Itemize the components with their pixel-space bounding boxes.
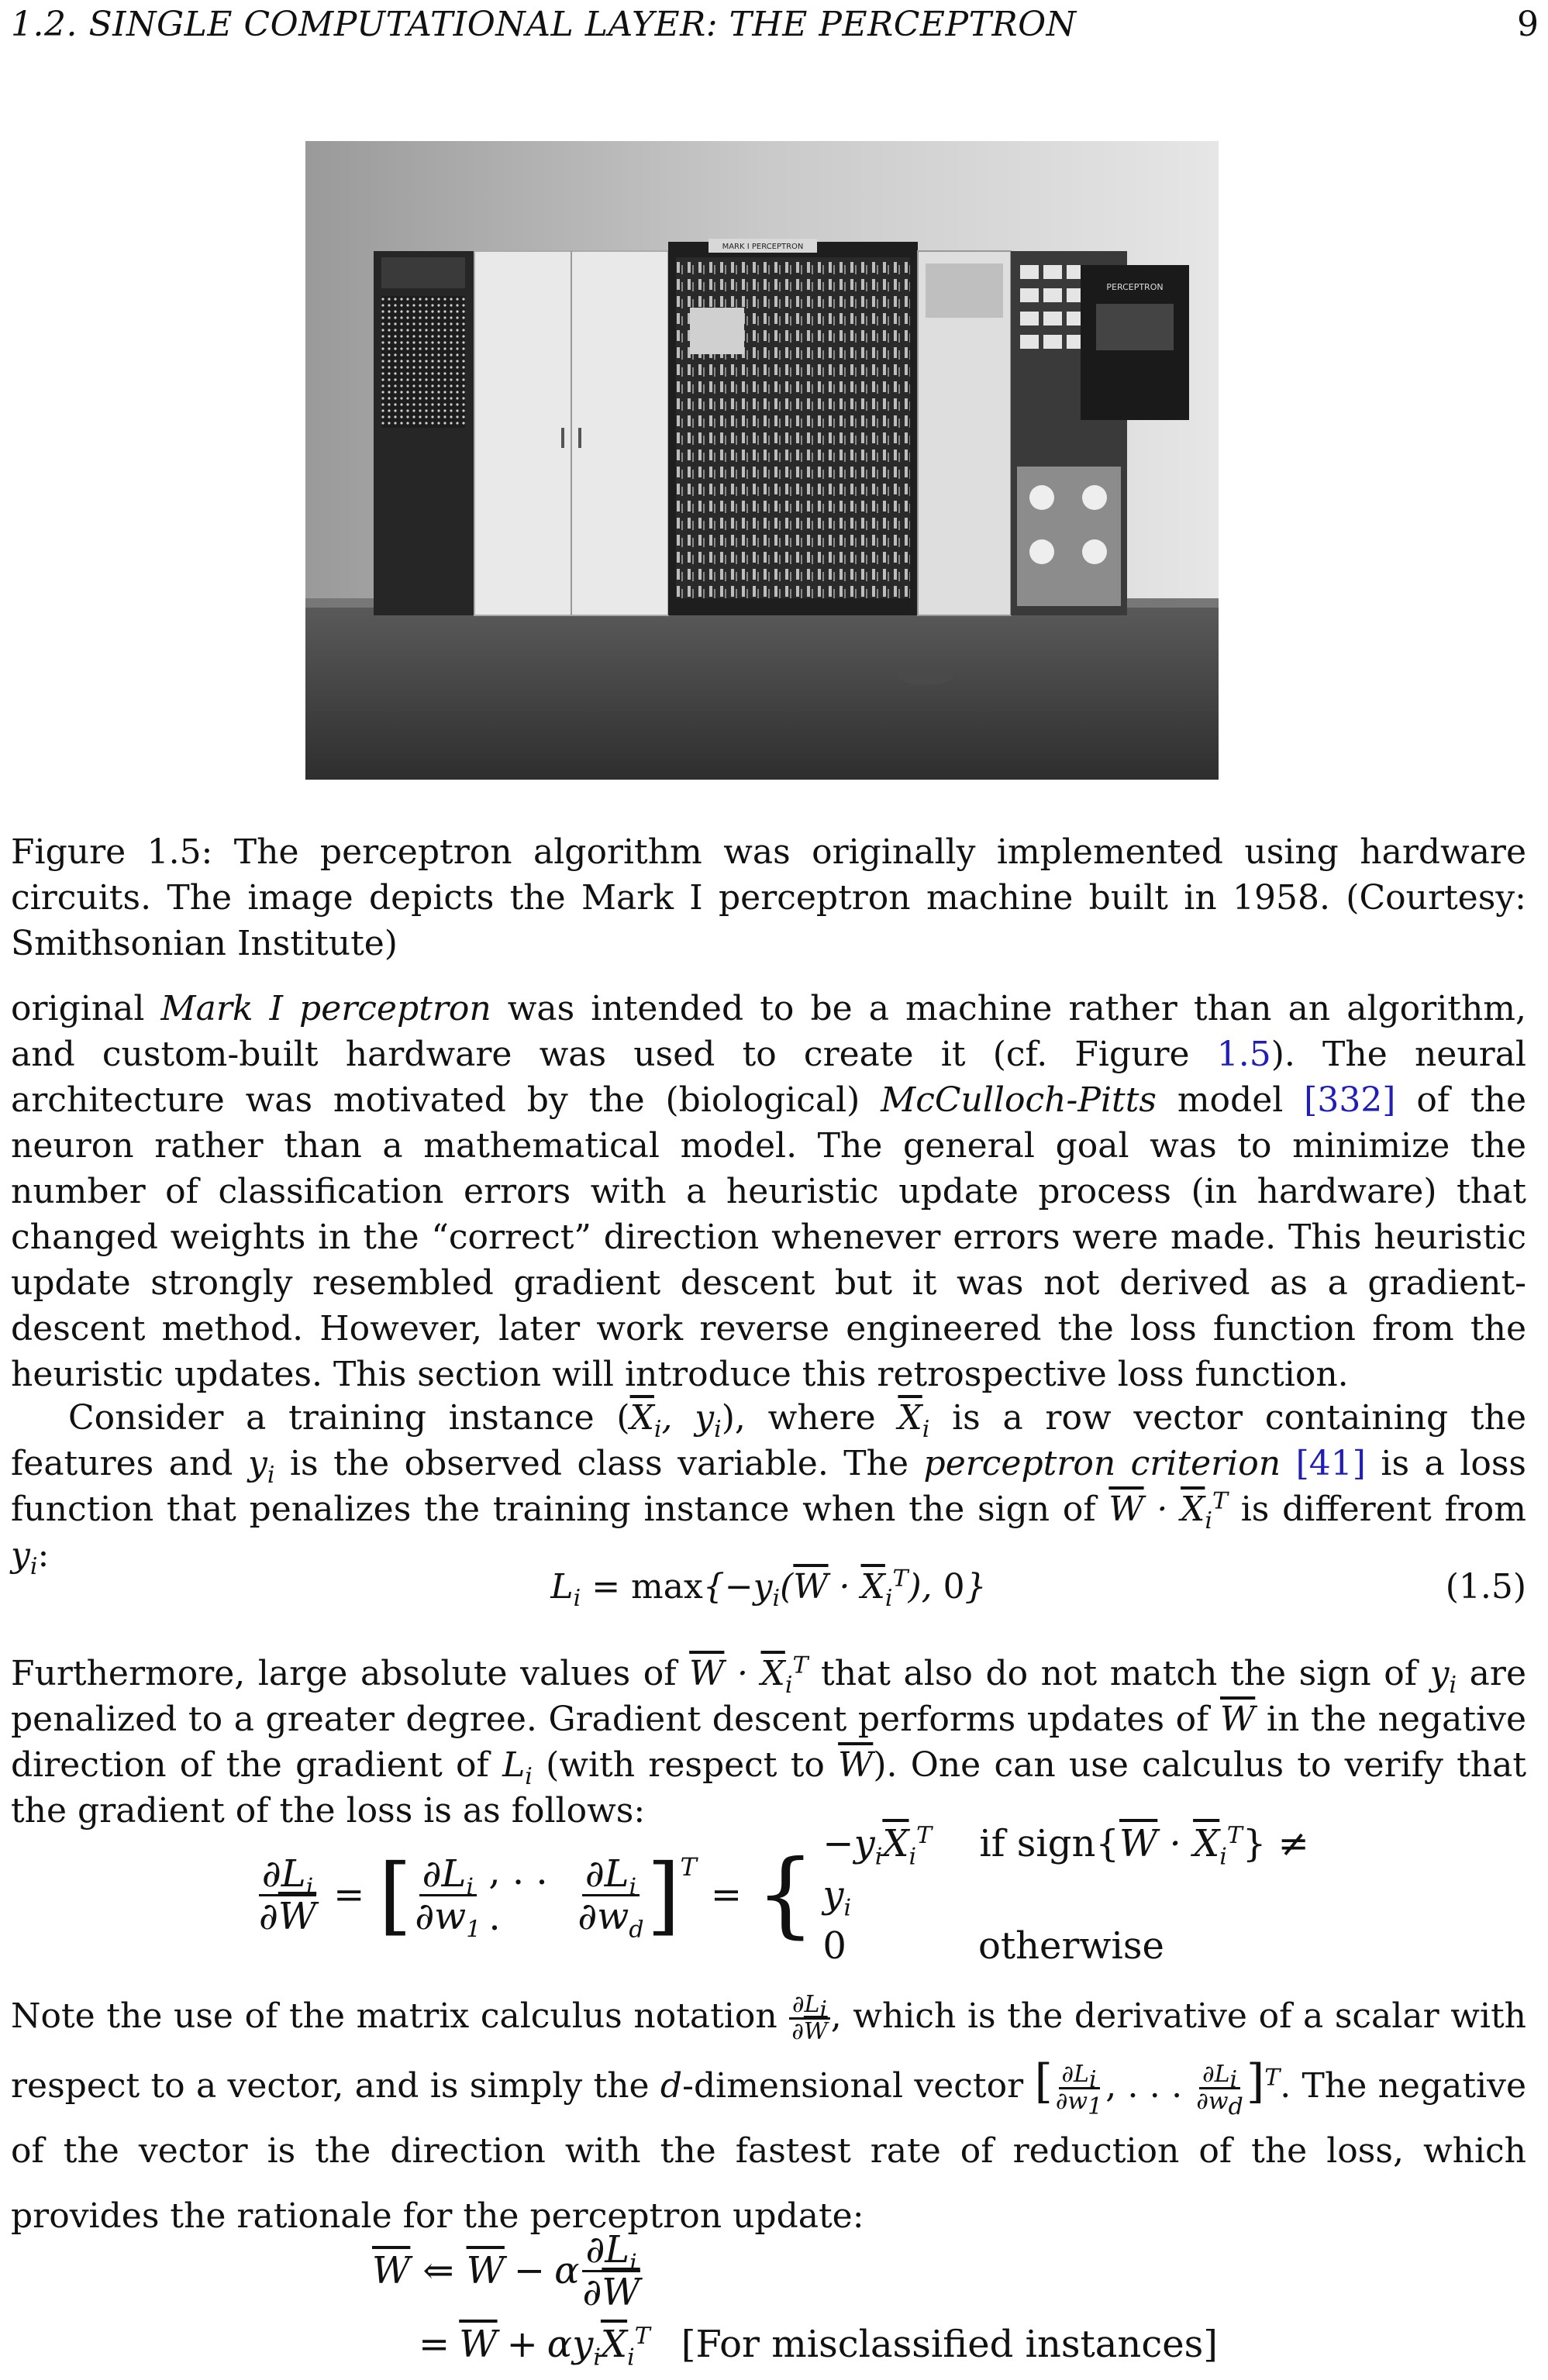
citation-332-link[interactable]: [332]: [1304, 1080, 1396, 1120]
paragraph-2: Consider a training instance ($\overline{X}_i$, $y_i$), where $\overline{X}_i$ is a row vector containing the features and $y_i$ is the observed class variable. The perceptron criterion [41] is a loss function that penalizes the training instance when the sign of $\overline{W} \cdot \overline{X}_i^T$ is different from $y_i$:: [11, 1398, 1526, 1580]
mark-i-label: MARK I PERCEPTRON: [722, 243, 804, 251]
figure-caption: Figure 1.5: The perceptron algorithm was originally implemented using hardware circuits. The image depicts the Mark I perceptron machine built in 1958. (Courtesy: Smithsonian Institute): [11, 832, 1526, 963]
citation-41-link[interactable]: [41]: [1295, 1444, 1366, 1483]
wall-sign-label: PERCEPTRON: [1106, 282, 1164, 292]
update-rule: $\overline{W}$ ⇐ $\overline{W}$ − α $\frac{\partial L_i}{\partial\overline{W}}$ = $\overline{W}$ + $\alpha y_i\overline{X}_i^T$ [For misclassified instances]: [372, 2227, 1218, 2371]
equation-number: (1.5): [1445, 1567, 1526, 1607]
figure-photo: [305, 141, 1219, 780]
misclassified-note: [For misclassified instances]: [681, 2322, 1218, 2366]
paragraph-1: original Mark I perceptron was intended to be a machine rather than an algorithm, and custom-built hardware was used to create it (cf. Figure 1.5). The neural architecture was motivated by the (biological) McCulloch-Pitts model [332] of the neuron rather than a mathematical model. The general goal was to minimize the number of classification errors with a heuristic update process (in hardware) that changed weights in the “correct” direction whenever errors were made. This heuristic update strongly resembled gradient descent but it was not derived as a gradient-descent method. However, later work reverse engineered the loss function from the heuristic updates. This section will introduce this retrospective loss function.: [11, 989, 1527, 1394]
mark-i-perceptron-illustration: [305, 141, 1219, 780]
page-number: 9: [1517, 5, 1539, 44]
paragraph-4: Note the use of the matrix calculus notation $\frac{\partial L_i}{\partial\overline{W}}$ , which is the derivative of a scalar with respect to a vector, and is simply the d-dimensional vector [ $\frac{\partial L_i}{\partial w_1}$ , . . . $\frac{\partial L_i}{\partial w_d}$ ]$^T$. The negative of the vector is the direction with the fastest rate of reduction of the loss, which provides the rationale for the perceptron update:: [11, 1991, 1527, 2236]
running-head: 1.2. SINGLE COMPUTATIONAL LAYER: THE PERCEPTRON: [11, 5, 1077, 44]
gradient-equation: $\frac{\partial L_i}{\partial\overline{W}}$ = [ $\frac{\partial L_i}{\partial w_1}$ , . . . $\frac{\partial L_i}{\partial w_d}$ ] T = { $-y_i\overline{X}_i^T$ if $sign\{\overline{W} \cdot \overline{X}_i^T\} \ne y_i$ 0 otherwise: [259, 1822, 1309, 1968]
equation-1-5: [11, 1564, 1526, 1612]
figure-ref-link[interactable]: 1.5: [1216, 1035, 1271, 1074]
equation-body: $L_i = \max\{-y_i(\overline{W} \cdot \overline{X}_i^T)$, 0}: [550, 1565, 987, 1612]
paragraph-3: Furthermore, large absolute values of $\overline{W} \cdot \overline{X}_i^T$ that also do not match the sign of $y_i$ are penalized to a greater degree. Gradient descent performs updates of $\overline{W}$ in the negative direction of the gradient of $L_i$ (with respect to $\overline{W}$). One can use calculus to verify that the gradient of the loss is as follows:: [11, 1652, 1526, 1831]
